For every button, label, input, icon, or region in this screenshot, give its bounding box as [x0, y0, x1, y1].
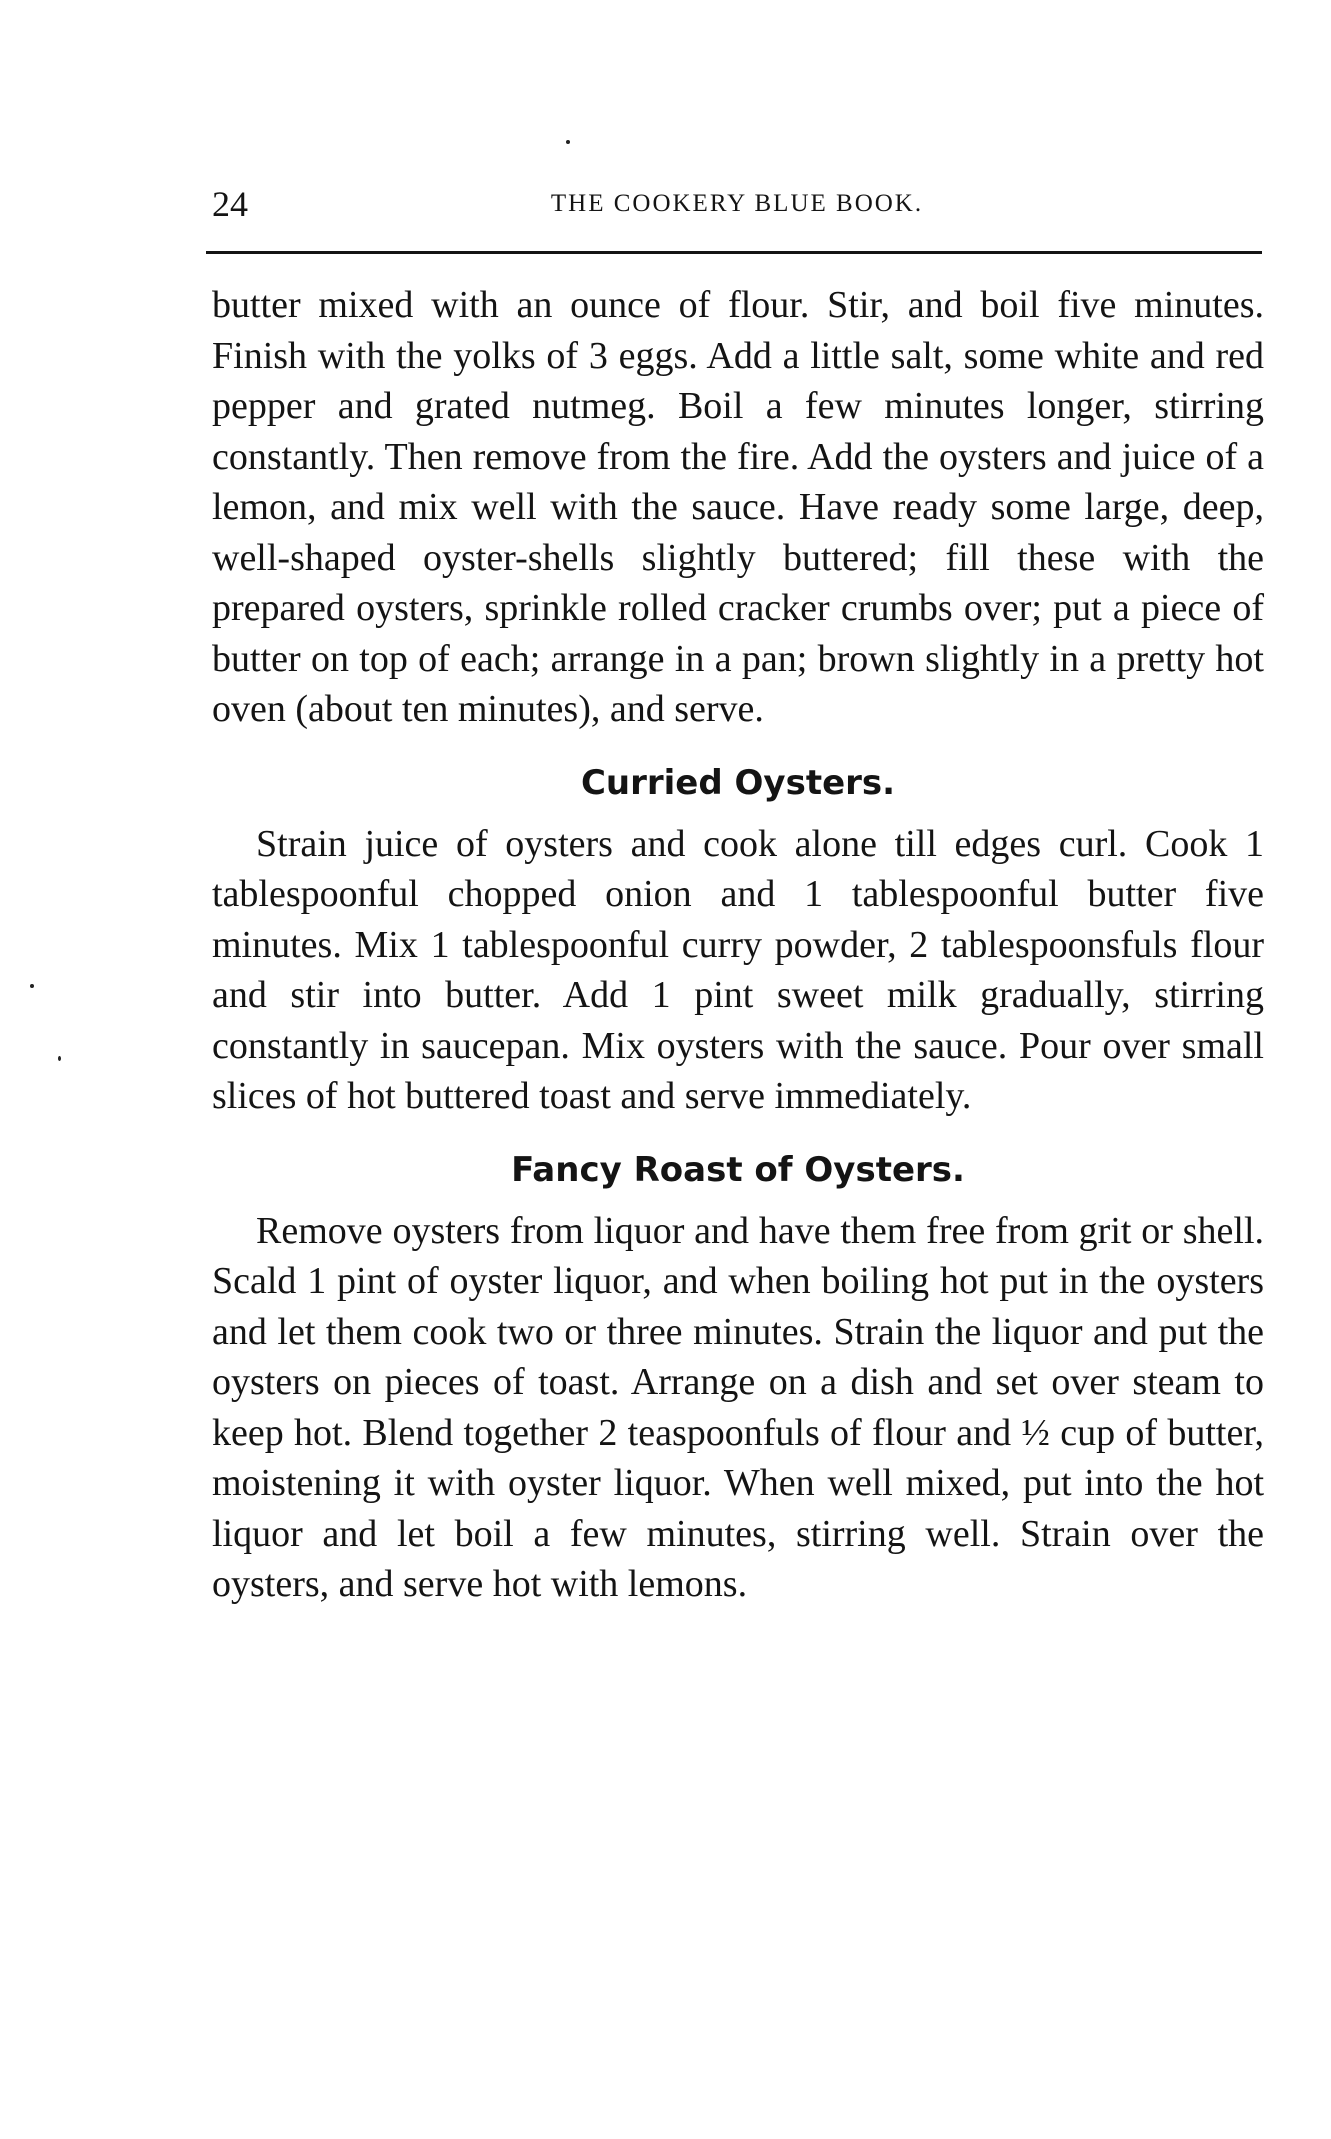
header-rule — [206, 251, 1262, 254]
page-number: 24 — [212, 184, 248, 224]
section-heading-fancy-roast: Fancy Roast of Oysters. — [511, 1149, 965, 1190]
page-body — [212, 280, 1264, 1610]
print-speck — [566, 140, 570, 144]
running-title: THE COOKERY BLUE BOOK. — [550, 190, 924, 217]
fancy-roast-paragraph: Remove oysters from liquor and have them free from grit or shell. Scald 1 pint of oyster liquor, and when boiling hot put in the oysters and let them cook two or three minutes. Strain the liquor and put the oysters on pieces of toast. Arrange on a dish and set over steam to keep hot. Blend together 2 teaspoonfuls of flour and ½ cup of butter, moistening it with oyster liquor. When well mixed, put into the hot liquor and let boil a few minutes, stirring well. Strain over the oysters, and serve hot with lemons. — [212, 1209, 1264, 1605]
curried-oysters-paragraph: Strain juice of oysters and cook alone till edges curl. Cook 1 tablespoonful chopped onion and 1 tablespoonful butter five minutes. Mix 1 tablespoonful curry powder, 2 tablespoonsfuls flour and stir into butter. Add 1 pint sweet milk gradually, stirring constantly in saucepan. Mix oysters with the sauce. Pour over small slices of hot buttered toast and serve immediately. — [212, 822, 1264, 1117]
print-speck — [58, 1056, 61, 1061]
section-heading-curried-oysters: Curried Oysters. — [580, 762, 896, 803]
print-speck — [30, 984, 34, 988]
page-header — [212, 174, 1262, 234]
continued-paragraph: butter mixed with an ounce of flour. Stir, and boil five minutes. Finish with the yolks of 3 eggs. Add a little salt, some white and red pepper and grated nutmeg. Boil a few minutes longer, stirring constantly. Then remove from the fire. Add the oysters and juice of a lemon, and mix well with the sauce. Have ready some large, deep, well-shaped oyster-shells slightly buttered; fill these with the prepared oysters, sprinkle rolled cracker crumbs over; put a piece of butter on top of each; arrange in a pan; brown slightly in a pretty hot oven (about ten minutes), and serve. — [212, 284, 1264, 730]
